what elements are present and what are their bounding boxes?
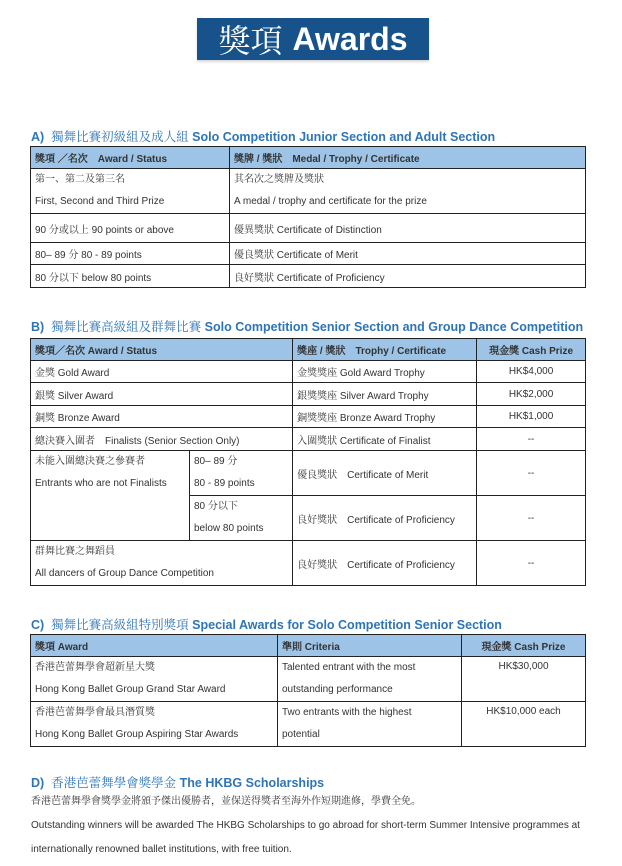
section-label: C) bbox=[31, 618, 45, 632]
table-row bbox=[31, 169, 586, 214]
column-header: 現金獎 Cash Prize bbox=[462, 635, 586, 657]
table-cell bbox=[31, 657, 278, 702]
section-a-heading bbox=[31, 127, 495, 145]
cell-text-en: All dancers of Group Dance Competition bbox=[35, 568, 214, 579]
cell-text-zh: 第一、第二及第三名 bbox=[35, 174, 125, 185]
table-cell: HK$30,000 bbox=[462, 657, 586, 702]
title-zh: 獎項 bbox=[218, 22, 283, 60]
table-cell bbox=[31, 451, 190, 541]
column-header: 獎項 ／名次 Award / Status bbox=[31, 147, 230, 169]
table-row bbox=[31, 406, 586, 428]
section-label: D) bbox=[31, 776, 45, 790]
table-cell: 良好獎狀 Certificate of Proficiency bbox=[293, 496, 477, 541]
section-heading-en: Special Awards for Solo Competition Senior Section bbox=[192, 618, 502, 632]
table-row bbox=[31, 657, 586, 702]
table-cell: 入圍獎狀 Certificate of Finalist bbox=[293, 428, 477, 451]
title-en: Awards bbox=[292, 20, 408, 57]
column-header: 獎項／名次 Award / Status bbox=[31, 339, 293, 361]
cell-text: Two entrants with the highest bbox=[282, 707, 412, 718]
column-header: 獎牌 / 獎狀 Medal / Trophy / Certificate bbox=[230, 147, 586, 169]
cell-text-zh: 80– 89 分 bbox=[194, 456, 238, 467]
table-cell: 80 分以下 below 80 points bbox=[31, 265, 230, 288]
table-cell bbox=[230, 169, 586, 214]
table-row bbox=[31, 243, 586, 265]
table-cell: 銅獎 Bronze Award bbox=[31, 406, 293, 428]
table-cell: -- bbox=[477, 496, 586, 541]
table-cell: 良好獎狀 Certificate of Proficiency bbox=[230, 265, 586, 288]
cell-text-en: First, Second and Third Prize bbox=[35, 196, 165, 207]
column-header: 準則 Criteria bbox=[278, 635, 462, 657]
table-cell: -- bbox=[477, 451, 586, 496]
table-cell bbox=[190, 496, 293, 541]
table-row bbox=[31, 541, 586, 586]
table-cell: 良好獎狀 Certificate of Proficiency bbox=[293, 541, 477, 586]
section-heading-en: Solo Competition Senior Section and Group Dance Competition bbox=[204, 320, 584, 334]
table-cell: HK$1,000 bbox=[477, 406, 586, 428]
table-cell: 80– 89 分 80 - 89 points bbox=[31, 243, 230, 265]
table-cell: 90 分或以上 90 points or above bbox=[31, 214, 230, 243]
table-cell: HK$2,000 bbox=[477, 383, 586, 406]
section-heading-en: Solo Competition Junior Section and Adult Section bbox=[192, 130, 496, 144]
table-cell bbox=[31, 541, 293, 586]
cell-text-en: Hong Kong Ballet Group Aspiring Star Awards bbox=[35, 729, 239, 740]
table-cell: HK$10,000 each bbox=[462, 702, 586, 747]
table-cell bbox=[278, 702, 462, 747]
table-cell: -- bbox=[477, 541, 586, 586]
section-c-table bbox=[30, 634, 586, 747]
scholarship-description bbox=[31, 790, 611, 862]
cell-text-en: A medal / trophy and certificate for the prize bbox=[234, 196, 427, 207]
column-header: 獎座 / 獎狀 Trophy / Certificate bbox=[293, 339, 477, 361]
section-label: A) bbox=[31, 130, 45, 144]
cell-text: potential bbox=[282, 729, 320, 740]
section-label: B) bbox=[31, 320, 45, 334]
cell-text-zh: 香港芭蕾舞學會最具潛質獎 bbox=[35, 707, 155, 718]
cell-text-zh: 80 分以下 bbox=[194, 501, 238, 512]
table-row bbox=[31, 214, 586, 243]
table-cell bbox=[278, 657, 462, 702]
section-heading-zh: 獨舞比賽高級組及群舞比賽 bbox=[51, 320, 202, 334]
table-cell: 優良獎狀 Certificate of Merit bbox=[293, 451, 477, 496]
table-cell: 總決賽入圍者 Finalists (Senior Section Only) bbox=[31, 428, 293, 451]
table-row bbox=[31, 428, 586, 451]
table-cell: 金獎 Gold Award bbox=[31, 361, 293, 383]
cell-text-zh: 未能入圍總決賽之參賽者 bbox=[35, 456, 145, 467]
column-header: 獎項 Award bbox=[31, 635, 278, 657]
section-heading-zh: 香港芭蕾舞學會獎學金 bbox=[51, 776, 177, 790]
table-cell: 銅獎獎座 Bronze Award Trophy bbox=[293, 406, 477, 428]
page-title-banner bbox=[197, 18, 429, 60]
cell-text: Talented entrant with the most bbox=[282, 662, 416, 673]
table-cell: 銀獎獎座 Silver Award Trophy bbox=[293, 383, 477, 406]
section-heading-zh: 獨舞比賽高級組特別獎項 bbox=[51, 618, 189, 632]
table-cell: 優異獎狀 Certificate of Distinction bbox=[230, 214, 586, 243]
table-cell: 優良獎狀 Certificate of Merit bbox=[230, 243, 586, 265]
table-row bbox=[31, 383, 586, 406]
table-cell bbox=[31, 169, 230, 214]
table-row bbox=[31, 265, 586, 288]
scholarship-text-en: internationally renowned ballet institutions, with free tuition. bbox=[31, 844, 292, 855]
section-heading-zh: 獨舞比賽初級組及成人組 bbox=[51, 130, 189, 144]
scholarship-text-zh: 香港芭蕾舞學會獎學金將頒予傑出優勝者，並保送得獎者至海外作短期進修，學費全免。 bbox=[31, 796, 421, 807]
cell-text-zh: 其名次之獎牌及獎狀 bbox=[234, 174, 324, 185]
cell-text-zh: 香港芭蕾舞學會超新星大獎 bbox=[35, 662, 155, 673]
cell-text-en: below 80 points bbox=[194, 523, 264, 534]
section-d-heading bbox=[31, 773, 324, 791]
section-c-heading bbox=[31, 615, 502, 633]
table-row bbox=[31, 451, 586, 496]
table-cell bbox=[31, 702, 278, 747]
column-header: 現金獎 Cash Prize bbox=[477, 339, 586, 361]
section-b-heading bbox=[31, 317, 583, 335]
section-b-table bbox=[30, 338, 586, 586]
cell-text: outstanding performance bbox=[282, 684, 393, 695]
table-cell bbox=[190, 451, 293, 496]
table-cell: 金獎獎座 Gold Award Trophy bbox=[293, 361, 477, 383]
table-cell: -- bbox=[477, 428, 586, 451]
table-row bbox=[31, 702, 586, 747]
table-cell: HK$4,000 bbox=[477, 361, 586, 383]
cell-text-en: Entrants who are not Finalists bbox=[35, 478, 167, 489]
table-cell: 銀獎 Silver Award bbox=[31, 383, 293, 406]
scholarship-text-en: Outstanding winners will be awarded The HKBG Scholarships to go abroad for short-term Summer Intensive programmes at bbox=[31, 820, 580, 831]
section-a-table bbox=[30, 146, 586, 288]
cell-text-zh: 群舞比賽之舞蹈員 bbox=[35, 546, 115, 557]
table-row bbox=[31, 361, 586, 383]
cell-text-en: Hong Kong Ballet Group Grand Star Award bbox=[35, 684, 226, 695]
section-heading-en: The HKBG Scholarships bbox=[179, 776, 325, 790]
cell-text-en: 80 - 89 points bbox=[194, 478, 255, 489]
